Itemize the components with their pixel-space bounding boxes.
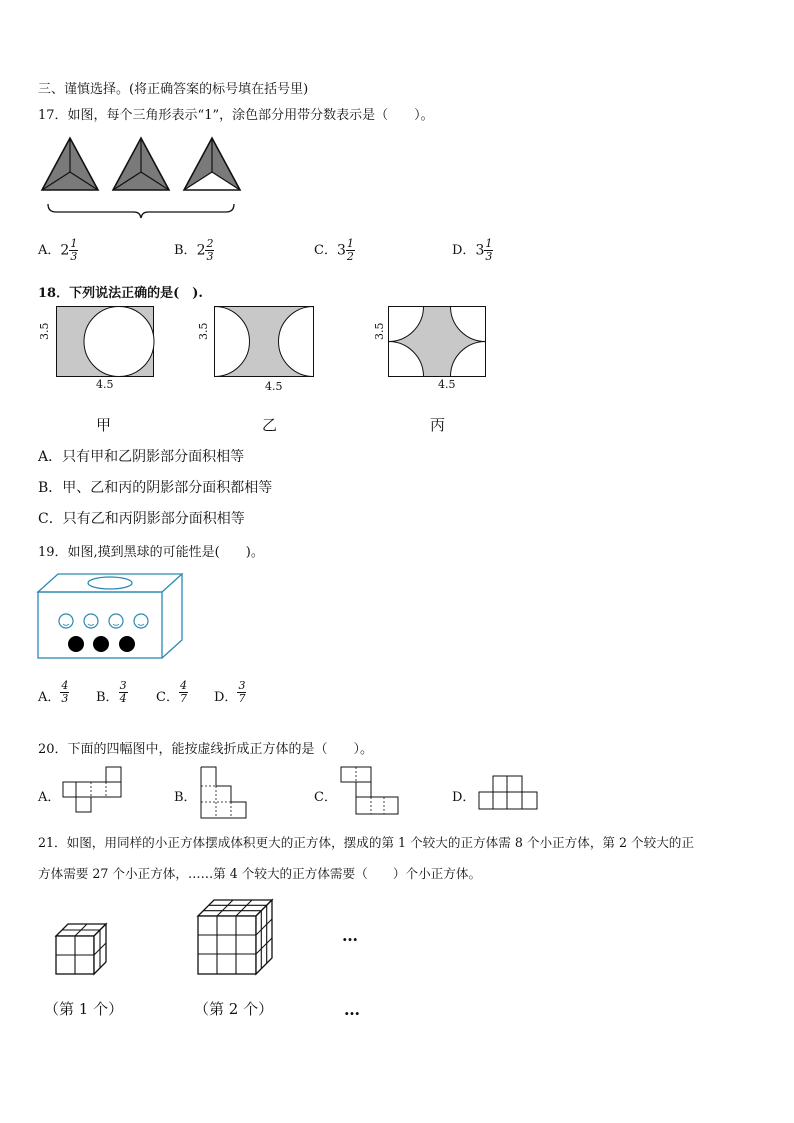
q21-text-line1: 21．如图，用同样的小正方体摆成体积更大的正方体，摆成的第 1 个较大的正方体需 8 个小正方体，第 2 个较大的正 — [38, 835, 694, 850]
q18-figure-yi — [214, 306, 316, 378]
q17-option-c[interactable]: C．3 $\frac{1}{2}$ — [314, 237, 354, 263]
q20-option-d-label[interactable]: D． — [452, 790, 476, 805]
q17-option-b[interactable]: B．2 $\frac{2}{3}$ — [174, 237, 214, 263]
q17-option-a[interactable]: A．2 $\frac{1}{3}$ — [38, 237, 78, 263]
q18-figure-bing-height: 3.5 — [373, 322, 386, 340]
q21-caption-2: （第 2 个） — [194, 1000, 274, 1018]
q18-figure-yi-name: 乙 — [262, 416, 278, 434]
q17-option-d[interactable]: D．3 $\frac{1}{3}$ — [452, 237, 493, 263]
q20-text: 20．下面的四幅图中，能按虚线折成正方体的是（ ）。 — [38, 742, 374, 757]
q18-figure-yi-width: 4.5 — [265, 380, 283, 393]
section-header: 三、谨慎选择。(将正确答案的标号填在括号里) — [38, 82, 309, 97]
q19-option-d[interactable]: D． $\frac{3}{7}$ — [214, 679, 246, 705]
q21-text-line2: 方体需要 27 个小正方体，……第 4 个较大的正方体需要（ ）个小正方体。 — [38, 866, 482, 881]
q20-option-b-label[interactable]: B． — [174, 790, 197, 805]
q19-text: 19．如图,摸到黑球的可能性是( )。 — [38, 545, 264, 560]
q19-option-a[interactable]: A． $\frac{4}{3}$ — [38, 679, 69, 705]
q20-option-c-label[interactable]: C． — [314, 790, 337, 805]
triangle-3 — [184, 138, 240, 190]
q18-option-a[interactable]: A．只有甲和乙阴影部分面积相等 — [38, 449, 245, 465]
q18-option-c[interactable]: C．只有乙和丙阴影部分面积相等 — [38, 511, 245, 527]
triangle-1 — [42, 138, 98, 190]
q18-text: 18．下列说法正确的是( ). — [38, 286, 203, 301]
q21-cube-1 — [54, 922, 110, 978]
q21-cube-2 — [196, 898, 276, 978]
q20-option-a-label[interactable]: A． — [38, 790, 61, 805]
q18-figure-jia — [56, 306, 156, 378]
q21-caption-1: （第 1 个） — [44, 1000, 124, 1018]
q18-figure-jia-name: 甲 — [96, 416, 112, 434]
q20-net-c[interactable] — [340, 766, 400, 818]
q18-figure-yi-height: 3.5 — [197, 322, 210, 340]
q18-figure-bing-width: 4.5 — [438, 378, 456, 391]
q17-text: 17．如图，每个三角形表示“1”，涂色部分用带分数表示是（ ）。 — [38, 108, 434, 123]
q19-option-c[interactable]: C． $\frac{4}{7}$ — [156, 679, 187, 705]
q17-triangles-figure — [38, 134, 248, 222]
q20-net-d[interactable] — [478, 774, 540, 812]
q18-figure-bing-name: 丙 — [430, 416, 446, 434]
brace — [48, 204, 234, 218]
q21-ellipsis-top: … — [342, 926, 358, 945]
q18-figure-jia-height: 3.5 — [38, 322, 51, 340]
q18-option-b[interactable]: B．甲、乙和丙的阴影部分面积都相等 — [38, 480, 273, 496]
q19-option-b[interactable]: B． $\frac{3}{4}$ — [96, 679, 127, 705]
q21-ellipsis-bottom: … — [344, 1000, 360, 1019]
black-balls — [68, 636, 135, 652]
q20-net-a[interactable] — [62, 766, 124, 816]
q18-figure-bing — [388, 306, 488, 378]
white-balls — [59, 614, 148, 628]
triangle-2 — [113, 138, 169, 190]
q20-net-b[interactable] — [200, 766, 250, 820]
q19-ball-box-figure — [36, 570, 186, 662]
q18-figure-jia-width: 4.5 — [96, 378, 114, 391]
